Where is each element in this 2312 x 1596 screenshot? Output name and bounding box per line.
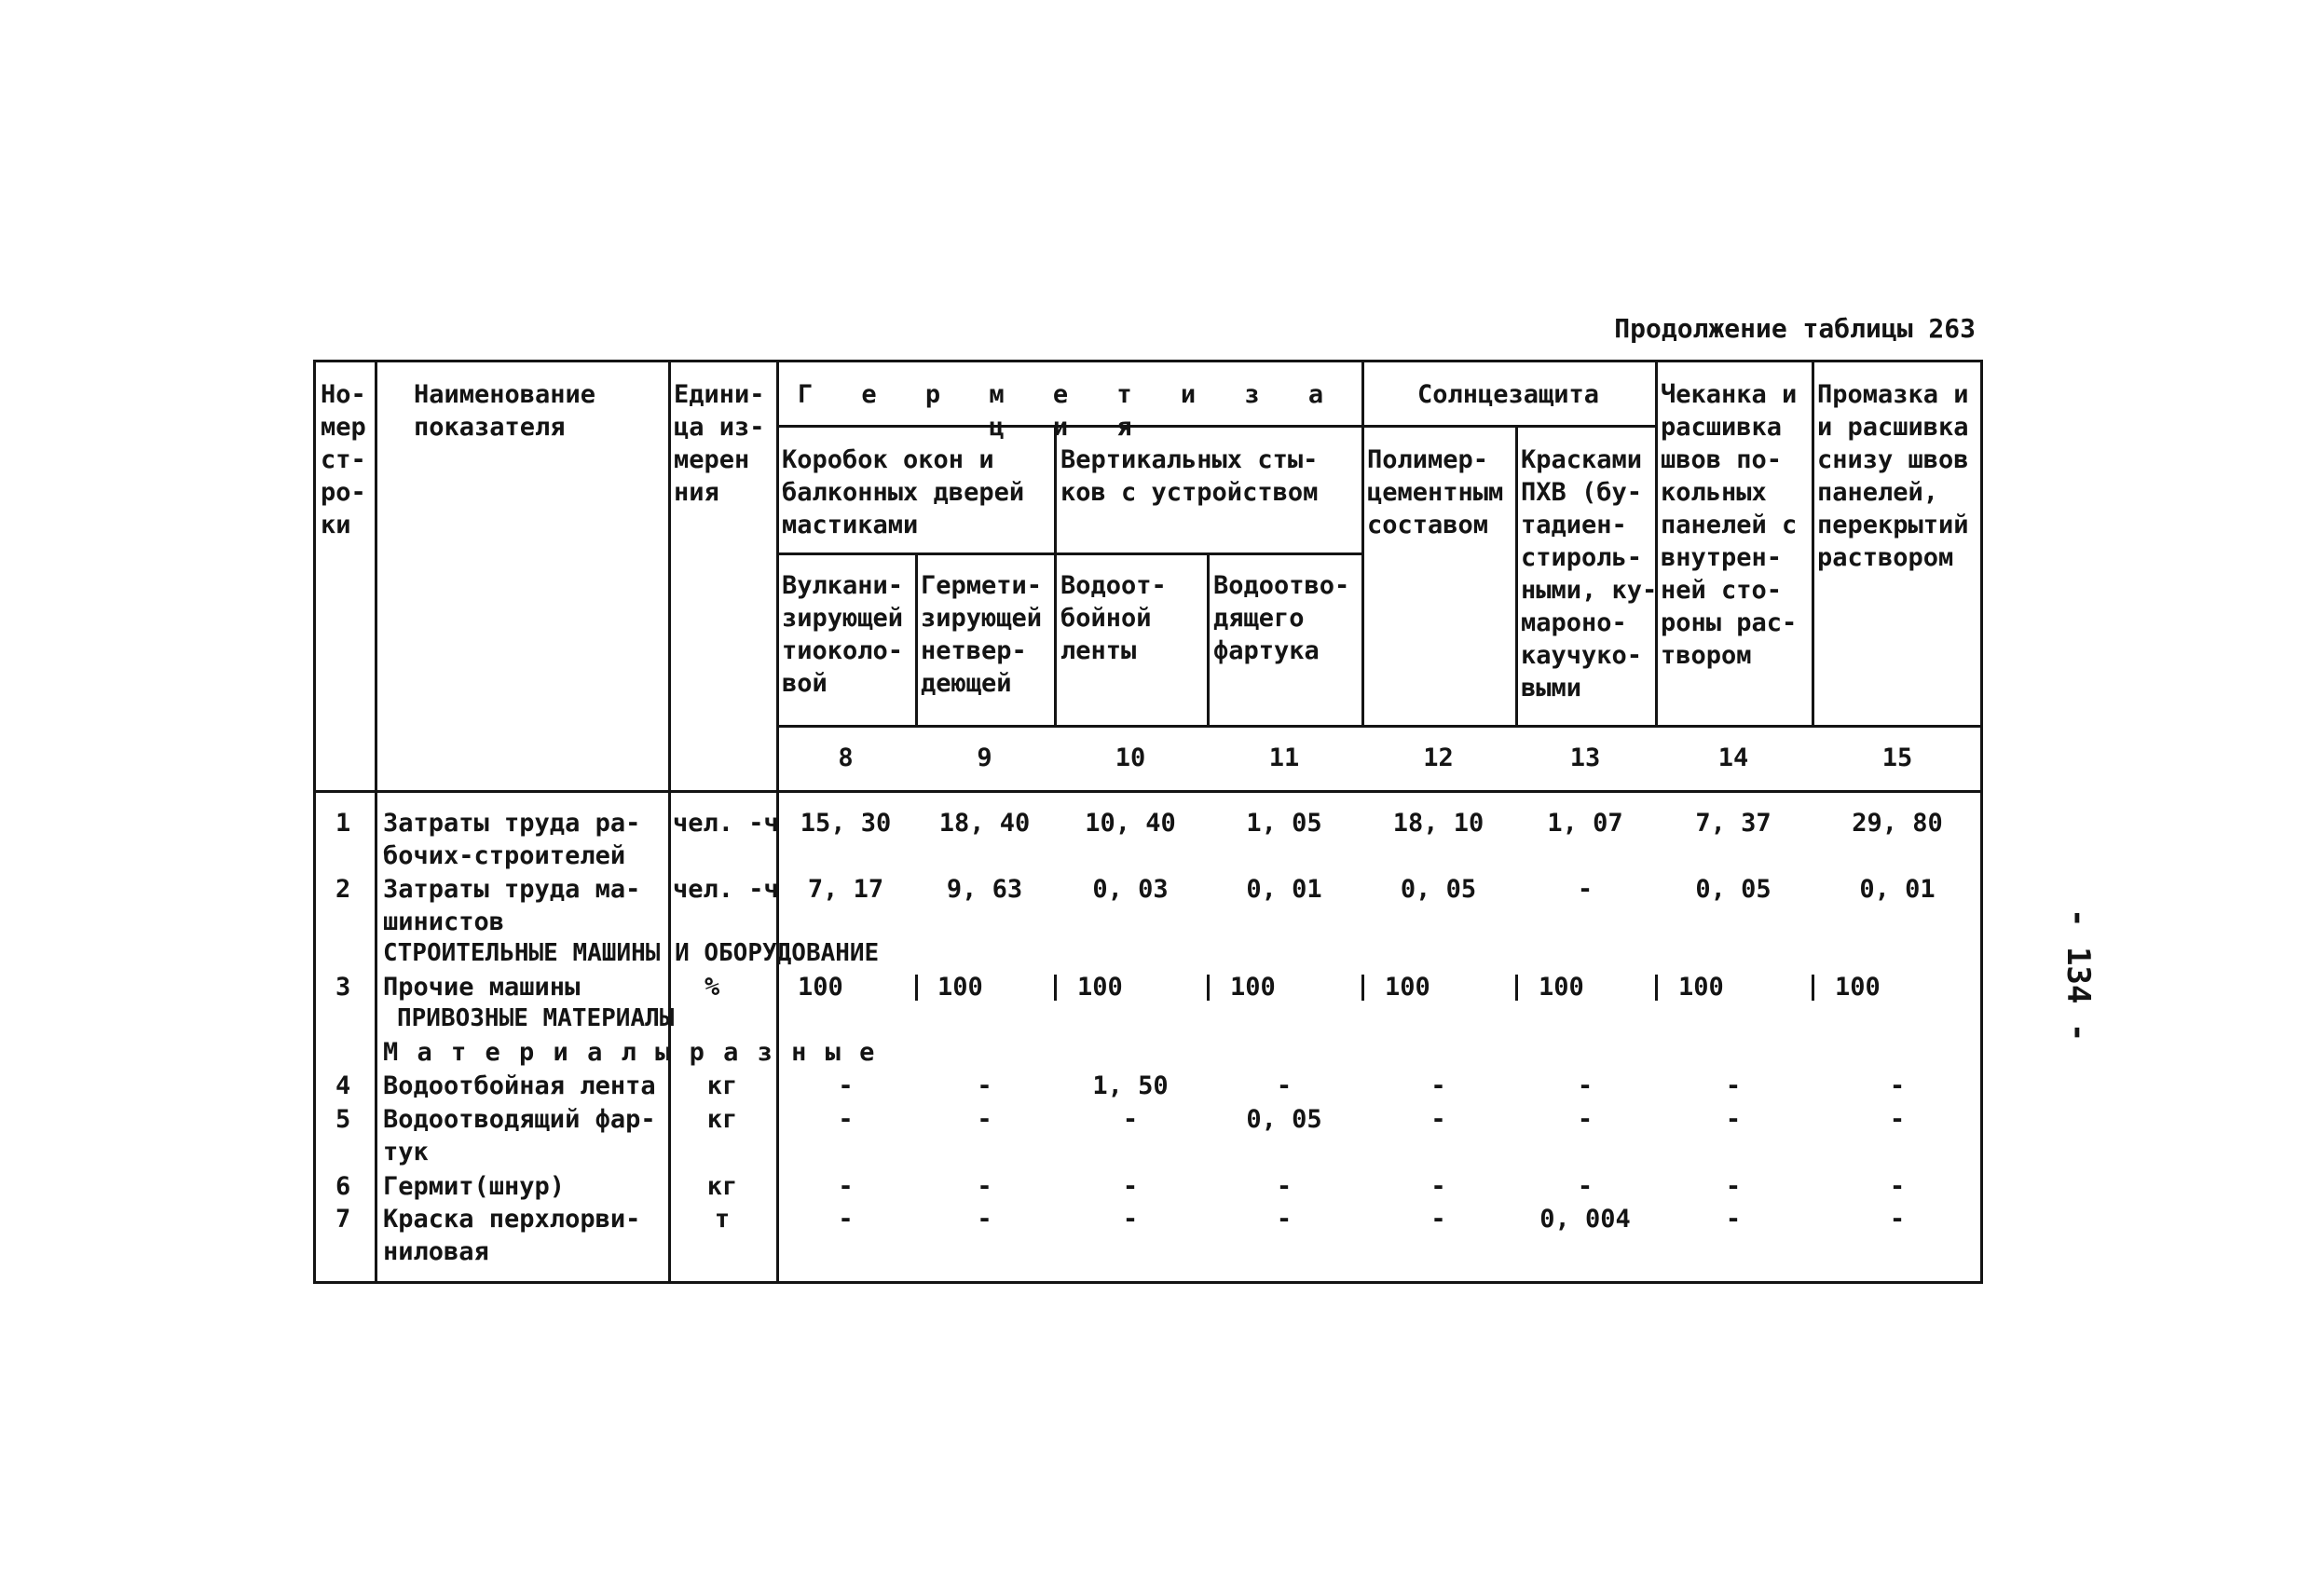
column-number: 14 [1717, 743, 1749, 772]
cell-value: - [1577, 875, 1594, 904]
row-unit: кг [706, 1071, 738, 1100]
header-col-15: Промазка и и расшивка снизу швов панелей, перекрытий раствором [1817, 380, 1969, 572]
cell-value: - [838, 1071, 854, 1100]
col-line [1207, 552, 1210, 725]
row-number: 6 [335, 1172, 351, 1201]
col-line [1812, 360, 1814, 725]
cell-separator [1515, 975, 1518, 1001]
row-name: Затраты труда ма- шинистов [383, 875, 641, 936]
column-number: 15 [1881, 743, 1913, 772]
section-imported-materials: ПРИВОЗНЫЕ МАТЕРИАЛЫ [397, 1004, 675, 1032]
row-name: Гермит(шнур) [383, 1172, 566, 1201]
col-line [1361, 360, 1364, 725]
cell-value: 7, 37 [1695, 809, 1772, 838]
cell-value: - [1430, 1205, 1446, 1234]
cell-value: - [838, 1105, 854, 1134]
row-name: Затраты труда ра- бочих-строителей [383, 809, 641, 870]
col-line [915, 552, 918, 725]
cell-value: - [1889, 1071, 1906, 1100]
header-col-8: Вулкани- зирующей тиоколо- вой [782, 571, 904, 698]
cell-value: - [1276, 1172, 1293, 1201]
row-number: 2 [335, 875, 351, 904]
cell-value: - [1889, 1105, 1906, 1134]
cell-value: - [1122, 1105, 1139, 1134]
cell-value: 18, 40 [938, 809, 1031, 838]
cell-value: 9, 63 [946, 875, 1023, 904]
row-number: 7 [335, 1205, 351, 1234]
col-line [375, 360, 377, 1284]
cell-value: - [838, 1205, 854, 1234]
cell-value: - [1725, 1205, 1742, 1234]
cell-value: - [1725, 1172, 1742, 1201]
cell-value: - [838, 1172, 854, 1201]
cell-value: 0, 03 [1092, 875, 1169, 904]
cell-value: 0, 05 [1400, 875, 1477, 904]
row-unit: чел. -ч [673, 809, 779, 838]
header-line [313, 790, 1983, 793]
header-sealing-group: Г е р м е т и з а ц и я [797, 380, 1341, 442]
cell-value: - [1577, 1071, 1594, 1100]
cell-separator [1361, 975, 1364, 1001]
page-number: - 134 - [2059, 908, 2097, 1043]
header-col-11: Водоотво- дящего фартука [1213, 571, 1350, 665]
header-line [776, 725, 1983, 728]
column-number: 11 [1268, 743, 1300, 772]
cell-value: - [1889, 1205, 1906, 1234]
cell-value: 15, 30 [800, 809, 892, 838]
cell-value: - [1430, 1105, 1446, 1134]
cell-value: - [977, 1172, 992, 1201]
cell-value: 0, 05 [1246, 1105, 1322, 1134]
cell-value: 18, 10 [1392, 809, 1484, 838]
cell-value: - [1725, 1105, 1742, 1134]
col-line [1515, 425, 1518, 725]
col-line [1054, 425, 1057, 725]
row-name: Прочие машины [383, 973, 581, 1002]
row-name: Водоотбойная лента [383, 1071, 656, 1100]
header-sun-protection-group: Солнцезащита [1416, 380, 1600, 409]
column-number: 9 [977, 743, 992, 772]
row-unit: кг [706, 1172, 738, 1201]
cell-value: 7, 17 [807, 875, 884, 904]
cell-value: 0, 01 [1246, 875, 1322, 904]
cell-value: 1, 07 [1547, 809, 1623, 838]
cell-separator [1812, 975, 1814, 1001]
cell-value: 0, 05 [1695, 875, 1772, 904]
cell-separator [915, 975, 918, 1001]
row-number: 4 [335, 1071, 351, 1100]
cell-value: 1, 05 [1246, 809, 1322, 838]
cell-value: - [977, 1105, 992, 1134]
section-misc-materials: М а т е р и а л ы р а з н ы е [383, 1038, 877, 1067]
cell-value: 1, 50 [1092, 1071, 1169, 1100]
cell-value: - [1430, 1172, 1446, 1201]
section-machines: СТРОИТЕЛЬНЫЕ МАШИНЫ И ОБОРУДОВАНИЕ [383, 939, 880, 967]
row-unit: чел. -ч [673, 875, 779, 904]
cell-value: - [977, 1205, 992, 1234]
cell-value: 100 [1678, 973, 1724, 1002]
cell-value: - [977, 1071, 992, 1100]
data-table [313, 360, 1983, 1284]
header-indicator-name: Наименование показателя [414, 380, 596, 442]
header-frames-subgroup: Коробок окон и балконных дверей мастиками [782, 445, 1025, 539]
row-unit: т [714, 1205, 731, 1234]
cell-value: 29, 80 [1852, 809, 1943, 838]
row-unit: кг [706, 1105, 738, 1134]
cell-value: - [1577, 1172, 1594, 1201]
cell-value: - [1276, 1205, 1293, 1234]
header-row-number: Но- мер ст- ро- ки [321, 380, 366, 539]
header-col-12: Полимер- цементным составом [1367, 445, 1504, 539]
row-name: Водоотводящий фар- тук [383, 1105, 656, 1166]
cell-value: 100 [1077, 973, 1123, 1002]
row-unit: % [705, 973, 720, 1002]
cell-value: - [1276, 1071, 1293, 1100]
cell-value: 100 [1539, 973, 1584, 1002]
cell-value: 100 [798, 973, 843, 1002]
cell-separator [1655, 975, 1658, 1001]
cell-value: 100 [1835, 973, 1881, 1002]
cell-value: 10, 40 [1085, 809, 1176, 838]
cell-separator [1054, 975, 1057, 1001]
cell-value: - [1122, 1172, 1139, 1201]
col-line [668, 360, 671, 1284]
header-col-14: Чеканка и расшивка швов по- кольных панелей с внутрен- ней сто- роны рас- твором [1661, 380, 1798, 670]
column-number: 12 [1423, 743, 1454, 772]
header-col-10: Водоот- бойной ленты [1060, 571, 1167, 665]
cell-value: - [1430, 1071, 1446, 1100]
header-col-9: Гермети- зирующей нетвер- деющей [921, 571, 1043, 698]
cell-value: - [1122, 1205, 1139, 1234]
cell-value: 100 [937, 973, 983, 1002]
cell-value: 100 [1385, 973, 1430, 1002]
cell-value: - [1725, 1071, 1742, 1100]
column-number: 13 [1569, 743, 1601, 772]
row-number: 3 [335, 973, 351, 1002]
row-number: 1 [335, 809, 351, 838]
cell-value: - [1577, 1105, 1594, 1134]
header-joints-subgroup: Вертикальных сты- ков с устройством [1060, 445, 1319, 507]
cell-separator [1207, 975, 1210, 1001]
header-col-13: Красками ПХВ (бу- тадиен- стироль- ными, ку- мароно- каучуко- выми [1521, 445, 1658, 703]
table-caption: Продолжение таблицы 263 [1614, 313, 1976, 344]
header-line [776, 552, 1361, 555]
row-number: 5 [335, 1105, 351, 1134]
header-unit: Едини- ца из- мерен ния [674, 380, 765, 507]
row-name: Краска перхлорви- ниловая [383, 1205, 641, 1266]
cell-value: 0, 01 [1859, 875, 1936, 904]
header-line [1361, 425, 1655, 428]
column-number: 10 [1115, 743, 1146, 772]
cell-value: - [1889, 1172, 1906, 1201]
column-number: 8 [838, 743, 854, 772]
cell-value: 100 [1230, 973, 1276, 1002]
cell-value: 0, 004 [1539, 1205, 1631, 1234]
